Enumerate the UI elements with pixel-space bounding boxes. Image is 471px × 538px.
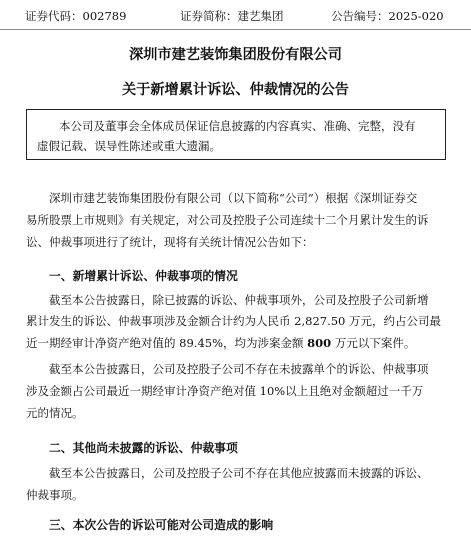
announcement-number: 公告编号：2025-020 xyxy=(331,9,444,23)
section-heading-2: 二、其他尚未披露的诉讼、仲裁事项 xyxy=(49,441,238,455)
threshold-amount: 800 xyxy=(307,336,332,350)
section-heading-1: 一、新增累计诉讼、仲裁事项的情况 xyxy=(49,269,238,283)
stock-abbreviation: 证券简称：建艺集团 xyxy=(180,9,284,23)
section-heading-3: 三、本次公告的诉讼可能对公司造成的影响 xyxy=(49,518,274,532)
intro-line: 易所股票上市规则》有关规定，对公司及控股子公司连续十二个月累计发生的诉 xyxy=(26,213,429,227)
announcement-title: 关于新增累计诉讼、仲裁情况的公告 xyxy=(121,82,349,98)
disclaimer-box xyxy=(26,109,446,160)
company-title: 深圳市建艺装饰集团股份有限公司 xyxy=(129,47,342,63)
intro-line: 深圳市建艺装饰集团股份有限公司（以下简称“公司”）根据《深圳证券交 xyxy=(49,191,418,205)
disclaimer-line: 本公司及董事会全体成员保证信息披露的内容真实、准确、完整，没有 xyxy=(59,119,416,133)
intro-line: 讼、仲裁事项进行了统计，现将有关统计情况公告如下： xyxy=(26,235,314,249)
stock-code: 证券代码：002789 xyxy=(25,9,127,23)
paragraph-line: 截至本公告披露日，公司及控股子公司不存在未披露单个的诉讼、仲裁事项 xyxy=(49,362,429,376)
announcement-header xyxy=(0,0,471,30)
paragraph-line: 累计发生的诉讼、仲裁事项涉及金额合计约为人民币 2,827.50 万元，约占公司最 xyxy=(26,314,442,328)
disclaimer-line: 虚假记载、误导性陈述或重大遗漏。 xyxy=(37,139,221,153)
paragraph-line: 截至本公告披露日，除已披露的诉讼、仲裁事项外，公司及控股子公司新增 xyxy=(49,293,429,307)
paragraph-line: 仲裁事项。 xyxy=(26,488,84,502)
amount-text: 万元以下案件。 xyxy=(331,336,416,350)
paragraph-line: 涉及金额占公司最近一期经审计净资产绝对值 10%以上且绝对金额超过一千万 xyxy=(26,384,424,398)
paragraph-line: 元的情况。 xyxy=(26,406,84,420)
amount-text: 近一期经审计净资产绝对值的 89.45%，均为涉案金额 xyxy=(26,336,308,350)
paragraph-line xyxy=(26,336,415,350)
paragraph-line: 截至本公告披露日，公司及控股子公司不存在其他应披露而未披露的诉讼、 xyxy=(49,466,429,480)
